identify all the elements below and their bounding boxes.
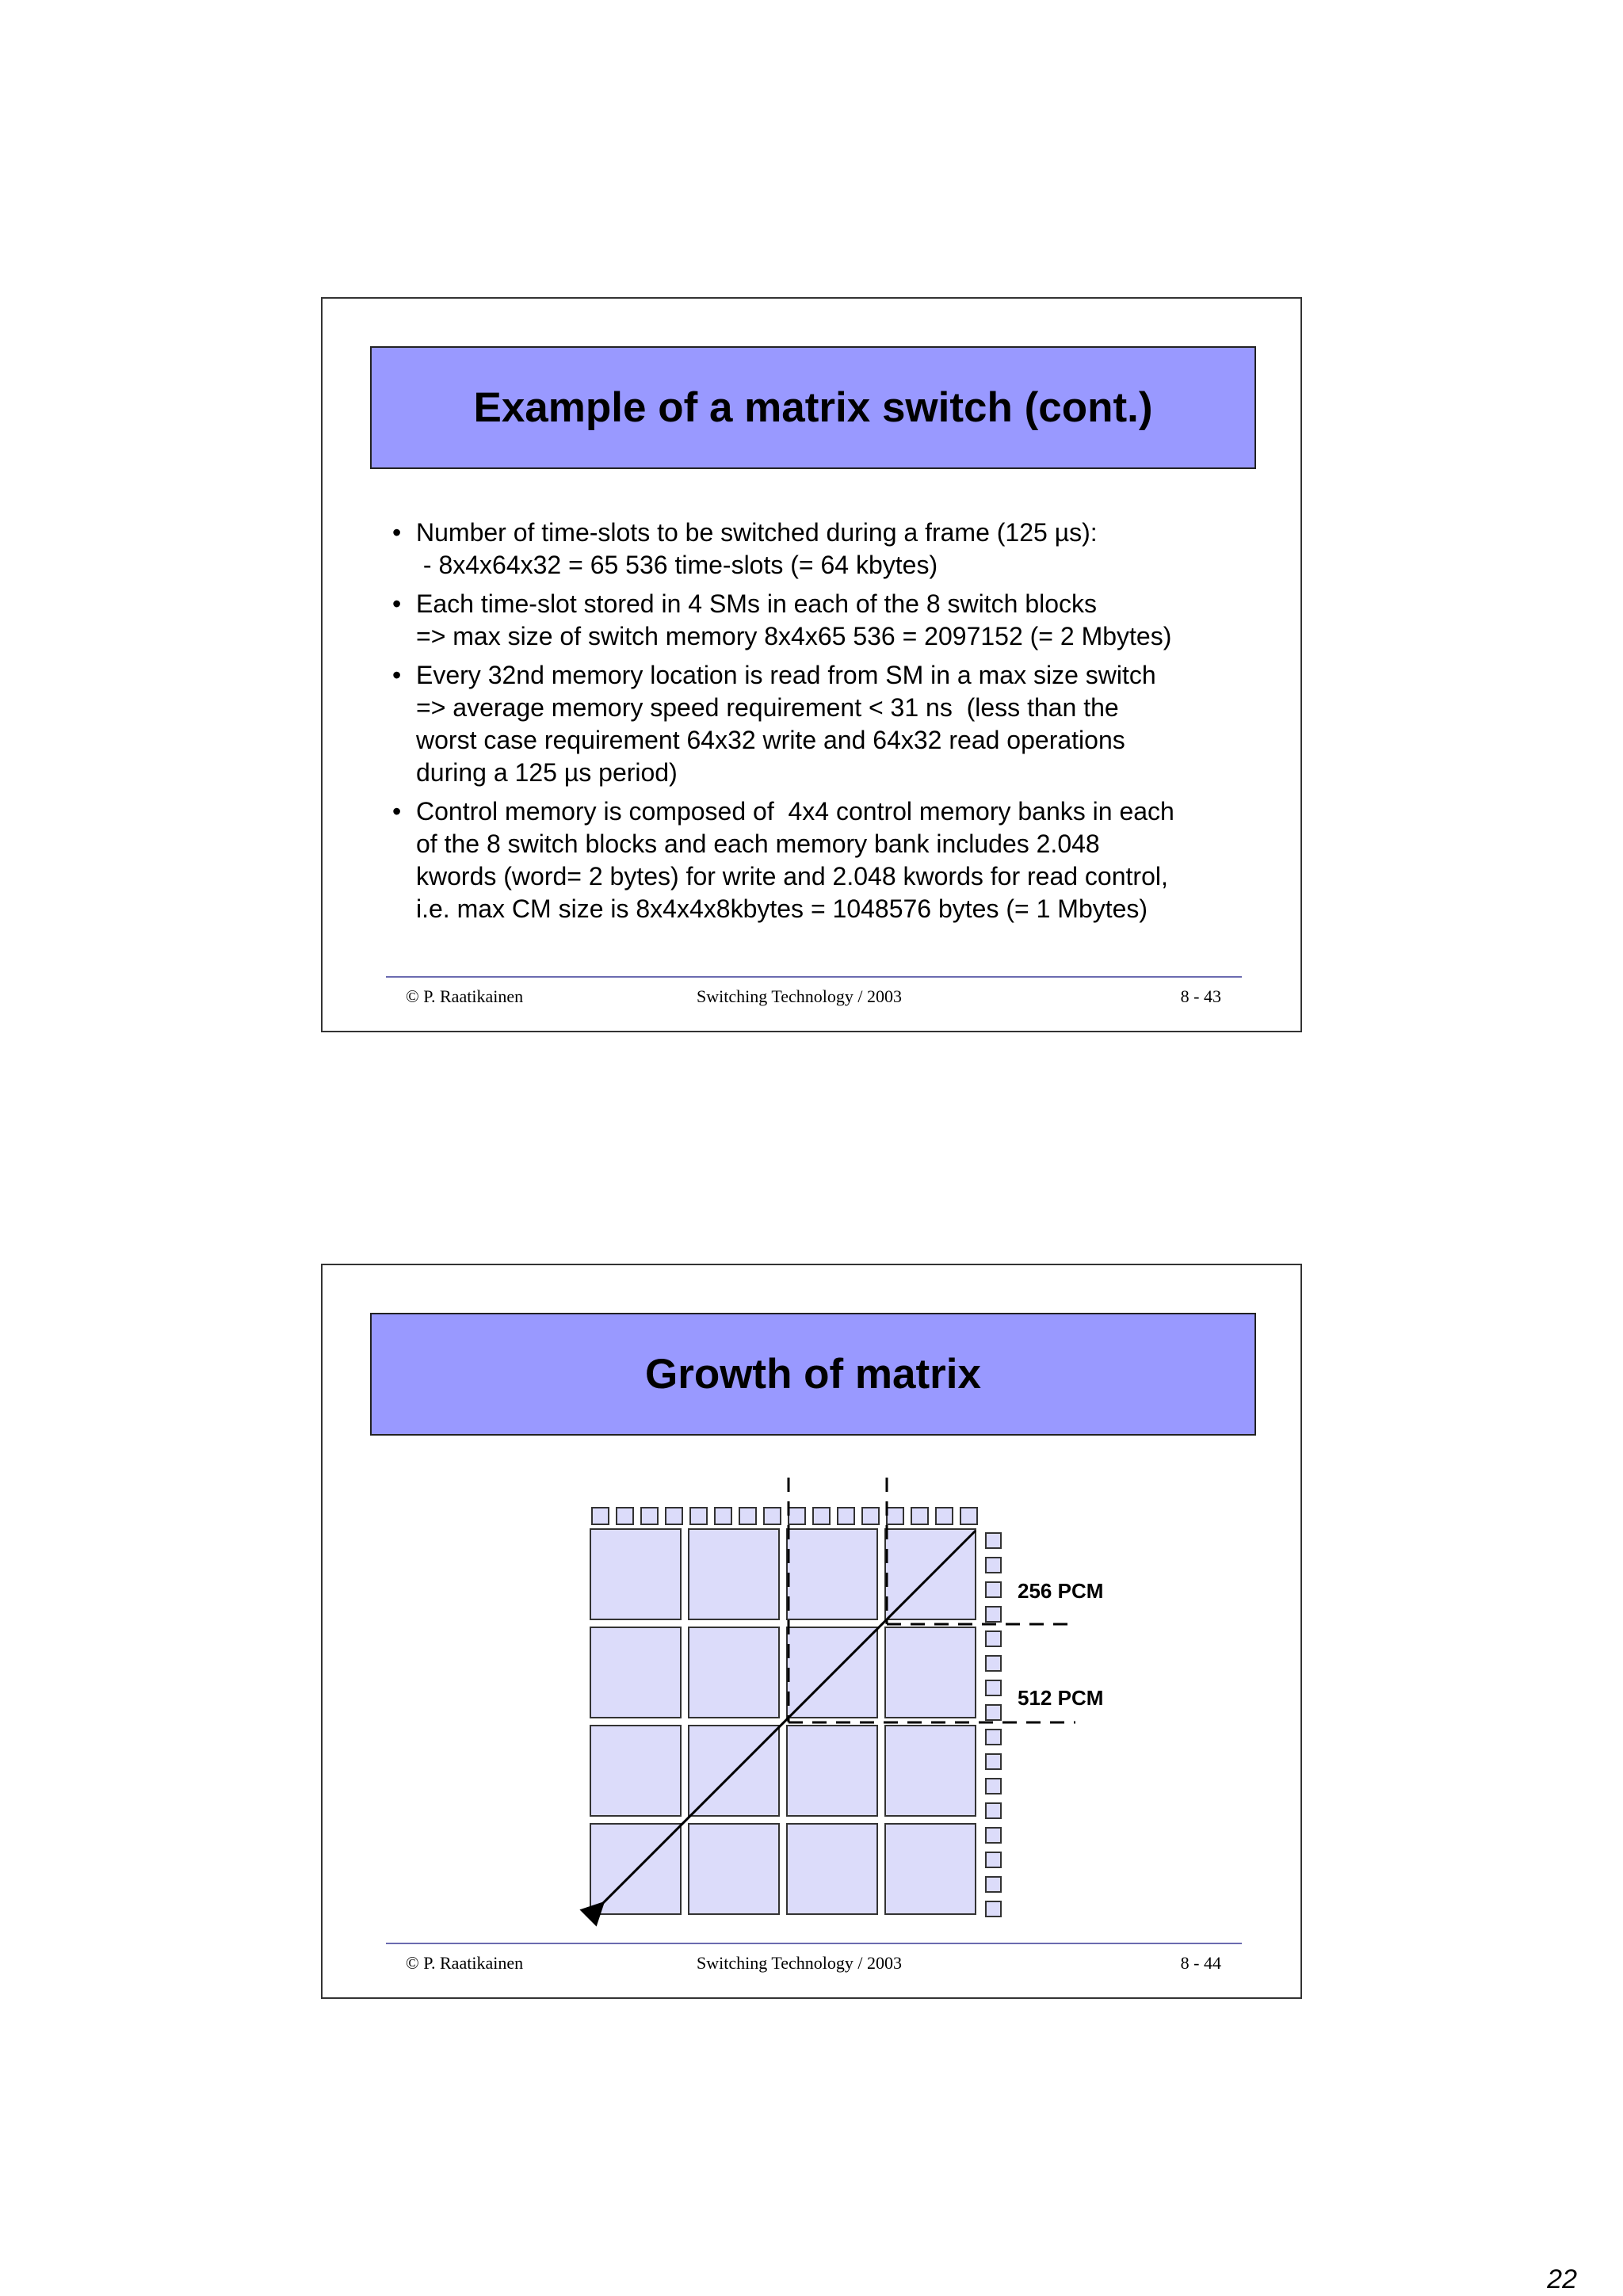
output-port-square: [986, 1852, 1001, 1867]
footer-slide-number: 8 - 44: [1180, 1953, 1221, 1973]
bullet-dot: •: [392, 589, 402, 618]
matrix-growth-diagram: [323, 1265, 1300, 1997]
input-port-square: [960, 1508, 977, 1524]
output-port-square: [986, 1877, 1001, 1892]
input-port-square: [739, 1508, 756, 1524]
bullet-line: Every 32nd memory location is read from SM in a max size switch: [416, 661, 1156, 689]
bullet-line: i.e. max CM size is 8x4x4x8kbytes = 1048576 bytes (= 1 Mbytes): [416, 894, 1148, 923]
input-ports-row: [592, 1508, 977, 1524]
bullet-line: during a 125 µs period): [416, 758, 678, 787]
input-port-square: [715, 1508, 731, 1524]
output-port-square: [986, 1901, 1001, 1917]
slide-title: Growth of matrix: [644, 1351, 982, 1398]
page-number: 22: [1547, 2264, 1577, 2294]
switch-block: [689, 1529, 779, 1619]
output-port-square: [986, 1558, 1001, 1573]
output-port-square: [986, 1779, 1001, 1794]
input-port-square: [666, 1508, 682, 1524]
footer-course: Switching Technology / 2003: [697, 1953, 902, 1973]
switch-block: [885, 1726, 976, 1816]
input-port-square: [813, 1508, 830, 1524]
input-port-square: [617, 1508, 633, 1524]
slide-8-43: [321, 297, 1302, 1032]
bullet-list: [392, 517, 1280, 932]
output-port-square: [986, 1803, 1001, 1818]
slide-title: Example of a matrix switch (cont.): [473, 384, 1153, 431]
bullet-dot: •: [392, 661, 402, 689]
switch-block: [885, 1824, 976, 1914]
footer-author: © P. Raatikainen: [406, 1953, 524, 1973]
footer-rule: [386, 976, 1242, 978]
input-port-square: [911, 1508, 928, 1524]
bullet-dot: •: [392, 797, 402, 826]
output-port-square: [986, 1754, 1001, 1769]
input-port-square: [887, 1508, 903, 1524]
output-port-square: [986, 1680, 1001, 1695]
bullet-line: Each time-slot stored in 4 SMs in each of the 8 switch blocks: [416, 589, 1098, 618]
bullet-dot: •: [392, 518, 402, 547]
input-port-square: [690, 1508, 707, 1524]
switch-block: [689, 1627, 779, 1718]
bullet-line: => max size of switch memory 8x4x65 536 = 2097152 (= 2 Mbytes): [416, 622, 1172, 650]
bullet-item: [392, 659, 1280, 789]
bullet-line: Control memory is composed of 4x4 control memory banks in each: [416, 797, 1174, 826]
switch-block: [787, 1529, 877, 1619]
input-port-square: [862, 1508, 879, 1524]
output-port-square: [986, 1705, 1001, 1720]
switch-block: [590, 1726, 681, 1816]
footer-course: Switching Technology / 2003: [697, 986, 902, 1006]
bullet-line: Number of time-slots to be switched during a frame (125 µs):: [416, 518, 1098, 547]
output-port-square: [986, 1730, 1001, 1745]
switch-block: [787, 1824, 877, 1914]
footer-slide-number: 8 - 43: [1180, 986, 1221, 1006]
bullet-item: [392, 517, 1280, 582]
input-port-square: [838, 1508, 854, 1524]
bullet-line: of the 8 switch blocks and each memory bank includes 2.048: [416, 830, 1100, 858]
bullet-line: worst case requirement 64x32 write and 64x32 read operations: [416, 726, 1125, 754]
bullet-item: [392, 588, 1280, 653]
bullet-item: [392, 795, 1280, 925]
label-256-pcm: 256 PCM: [1018, 1579, 1104, 1603]
input-port-square: [936, 1508, 953, 1524]
input-port-square: [592, 1508, 609, 1524]
input-port-square: [641, 1508, 658, 1524]
input-port-square: [789, 1508, 805, 1524]
output-port-square: [986, 1656, 1001, 1671]
switch-block: [590, 1627, 681, 1718]
bullet-line: kwords (word= 2 bytes) for write and 2.048 kwords for read control,: [416, 862, 1168, 891]
output-ports-column: [986, 1533, 1001, 1917]
output-port-square: [986, 1607, 1001, 1622]
label-512-pcm: 512 PCM: [1018, 1686, 1104, 1710]
switch-block: [689, 1824, 779, 1914]
switch-block: [885, 1627, 976, 1718]
footer-author: © P. Raatikainen: [406, 986, 524, 1006]
output-port-square: [986, 1631, 1001, 1646]
footer-rule: [386, 1943, 1242, 1944]
output-port-square: [986, 1582, 1001, 1597]
bullet-line: - 8x4x64x32 = 65 536 time-slots (= 64 kbytes): [416, 551, 938, 579]
switch-block: [590, 1529, 681, 1619]
slide-8-44: [321, 1264, 1302, 1999]
bullet-line: => average memory speed requirement < 31 ns (less than the: [416, 693, 1119, 722]
slide-title-box: [370, 346, 1256, 469]
output-port-square: [986, 1533, 1001, 1548]
input-port-square: [764, 1508, 781, 1524]
output-port-square: [986, 1828, 1001, 1843]
switch-block: [787, 1726, 877, 1816]
